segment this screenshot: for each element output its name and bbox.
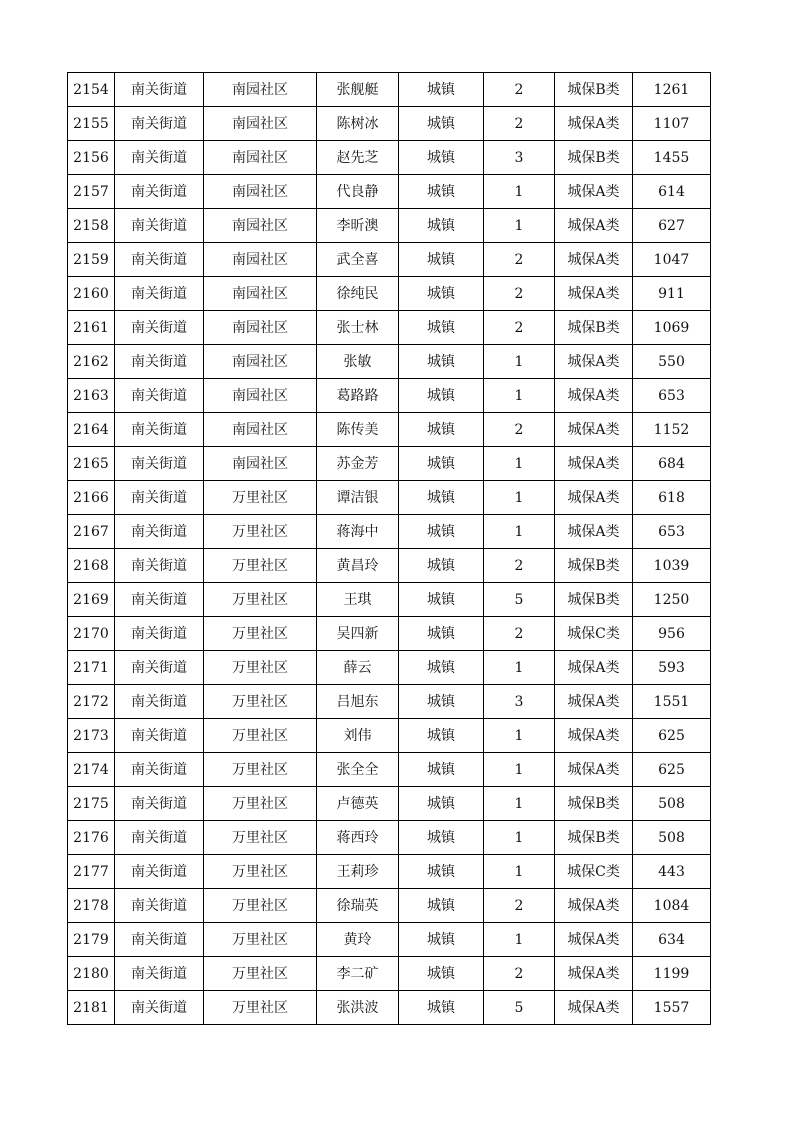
household-size-cell: 1 [484, 209, 555, 243]
row-number: 2172 [68, 685, 115, 719]
table-row [68, 787, 711, 821]
area-type-cell: 城镇 [399, 991, 484, 1025]
name-cell: 吕旭东 [317, 685, 399, 719]
community-cell: 万里社区 [204, 617, 317, 651]
street-cell: 南关街道 [115, 515, 204, 549]
table-row [68, 583, 711, 617]
category-cell: 城保B类 [555, 787, 633, 821]
name-cell: 薛云 [317, 651, 399, 685]
area-type-cell: 城镇 [399, 481, 484, 515]
area-type-cell: 城镇 [399, 957, 484, 991]
area-type-cell: 城镇 [399, 277, 484, 311]
household-size-cell: 2 [484, 957, 555, 991]
community-cell: 南园社区 [204, 175, 317, 209]
table-row [68, 481, 711, 515]
street-cell: 南关街道 [115, 549, 204, 583]
table-row [68, 957, 711, 991]
community-cell: 南园社区 [204, 379, 317, 413]
name-cell: 武全喜 [317, 243, 399, 277]
area-type-cell: 城镇 [399, 583, 484, 617]
name-cell: 张敏 [317, 345, 399, 379]
row-number: 2175 [68, 787, 115, 821]
street-cell: 南关街道 [115, 821, 204, 855]
category-cell: 城保A类 [555, 889, 633, 923]
area-type-cell: 城镇 [399, 311, 484, 345]
table-row [68, 107, 711, 141]
area-type-cell: 城镇 [399, 515, 484, 549]
name-cell: 李昕澳 [317, 209, 399, 243]
amount-cell: 614 [633, 175, 711, 209]
category-cell: 城保C类 [555, 617, 633, 651]
name-cell: 王琪 [317, 583, 399, 617]
community-cell: 南园社区 [204, 107, 317, 141]
community-cell: 万里社区 [204, 855, 317, 889]
category-cell: 城保B类 [555, 821, 633, 855]
community-cell: 万里社区 [204, 889, 317, 923]
category-cell: 城保A类 [555, 447, 633, 481]
amount-cell: 625 [633, 719, 711, 753]
area-type-cell: 城镇 [399, 651, 484, 685]
category-cell: 城保A类 [555, 379, 633, 413]
area-type-cell: 城镇 [399, 855, 484, 889]
row-number: 2163 [68, 379, 115, 413]
category-cell: 城保B类 [555, 141, 633, 175]
street-cell: 南关街道 [115, 923, 204, 957]
street-cell: 南关街道 [115, 719, 204, 753]
table-row [68, 855, 711, 889]
household-size-cell: 5 [484, 991, 555, 1025]
row-number: 2178 [68, 889, 115, 923]
amount-cell: 684 [633, 447, 711, 481]
category-cell: 城保C类 [555, 855, 633, 889]
category-cell: 城保A类 [555, 753, 633, 787]
household-size-cell: 2 [484, 277, 555, 311]
category-cell: 城保A类 [555, 209, 633, 243]
row-number: 2160 [68, 277, 115, 311]
category-cell: 城保A类 [555, 243, 633, 277]
table-row [68, 991, 711, 1025]
community-cell: 万里社区 [204, 991, 317, 1025]
name-cell: 蒋西玲 [317, 821, 399, 855]
table-row [68, 311, 711, 345]
name-cell: 葛路路 [317, 379, 399, 413]
community-cell: 南园社区 [204, 277, 317, 311]
amount-cell: 1039 [633, 549, 711, 583]
name-cell: 张全全 [317, 753, 399, 787]
area-type-cell: 城镇 [399, 923, 484, 957]
table-row [68, 753, 711, 787]
table-row [68, 243, 711, 277]
category-cell: 城保A类 [555, 515, 633, 549]
amount-cell: 1084 [633, 889, 711, 923]
street-cell: 南关街道 [115, 141, 204, 175]
category-cell: 城保A类 [555, 277, 633, 311]
household-size-cell: 1 [484, 481, 555, 515]
household-size-cell: 2 [484, 413, 555, 447]
row-number: 2170 [68, 617, 115, 651]
category-cell: 城保A类 [555, 175, 633, 209]
category-cell: 城保B类 [555, 311, 633, 345]
area-type-cell: 城镇 [399, 889, 484, 923]
row-number: 2169 [68, 583, 115, 617]
amount-cell: 625 [633, 753, 711, 787]
table-row [68, 549, 711, 583]
table-row [68, 719, 711, 753]
amount-cell: 1069 [633, 311, 711, 345]
area-type-cell: 城镇 [399, 413, 484, 447]
amount-cell: 1261 [633, 73, 711, 107]
amount-cell: 550 [633, 345, 711, 379]
category-cell: 城保B类 [555, 583, 633, 617]
row-number: 2167 [68, 515, 115, 549]
row-number: 2165 [68, 447, 115, 481]
household-size-cell: 1 [484, 787, 555, 821]
category-cell: 城保A类 [555, 685, 633, 719]
household-size-cell: 1 [484, 923, 555, 957]
street-cell: 南关街道 [115, 889, 204, 923]
name-cell: 赵先芝 [317, 141, 399, 175]
household-size-cell: 2 [484, 107, 555, 141]
community-cell: 万里社区 [204, 923, 317, 957]
name-cell: 陈传美 [317, 413, 399, 447]
household-size-cell: 3 [484, 685, 555, 719]
street-cell: 南关街道 [115, 413, 204, 447]
name-cell: 黄昌玲 [317, 549, 399, 583]
street-cell: 南关街道 [115, 379, 204, 413]
community-cell: 南园社区 [204, 209, 317, 243]
area-type-cell: 城镇 [399, 73, 484, 107]
street-cell: 南关街道 [115, 685, 204, 719]
household-size-cell: 1 [484, 379, 555, 413]
street-cell: 南关街道 [115, 787, 204, 821]
amount-cell: 653 [633, 379, 711, 413]
category-cell: 城保A类 [555, 107, 633, 141]
area-type-cell: 城镇 [399, 243, 484, 277]
household-size-cell: 2 [484, 73, 555, 107]
roster-body [68, 73, 711, 1025]
community-cell: 万里社区 [204, 481, 317, 515]
name-cell: 徐瑞英 [317, 889, 399, 923]
community-cell: 南园社区 [204, 413, 317, 447]
community-cell: 万里社区 [204, 753, 317, 787]
row-number: 2166 [68, 481, 115, 515]
household-size-cell: 2 [484, 311, 555, 345]
area-type-cell: 城镇 [399, 753, 484, 787]
name-cell: 张洪波 [317, 991, 399, 1025]
street-cell: 南关街道 [115, 447, 204, 481]
area-type-cell: 城镇 [399, 141, 484, 175]
row-number: 2177 [68, 855, 115, 889]
category-cell: 城保B类 [555, 73, 633, 107]
amount-cell: 508 [633, 787, 711, 821]
area-type-cell: 城镇 [399, 685, 484, 719]
table-row [68, 821, 711, 855]
table-row [68, 447, 711, 481]
area-type-cell: 城镇 [399, 719, 484, 753]
area-type-cell: 城镇 [399, 617, 484, 651]
amount-cell: 1551 [633, 685, 711, 719]
row-number: 2158 [68, 209, 115, 243]
community-cell: 万里社区 [204, 719, 317, 753]
row-number: 2176 [68, 821, 115, 855]
table-row [68, 175, 711, 209]
amount-cell: 508 [633, 821, 711, 855]
row-number: 2168 [68, 549, 115, 583]
row-number: 2180 [68, 957, 115, 991]
name-cell: 陈树冰 [317, 107, 399, 141]
household-size-cell: 1 [484, 175, 555, 209]
table-row [68, 345, 711, 379]
street-cell: 南关街道 [115, 73, 204, 107]
street-cell: 南关街道 [115, 481, 204, 515]
table-row [68, 73, 711, 107]
household-size-cell: 1 [484, 753, 555, 787]
street-cell: 南关街道 [115, 107, 204, 141]
amount-cell: 1199 [633, 957, 711, 991]
amount-cell: 627 [633, 209, 711, 243]
name-cell: 苏金芳 [317, 447, 399, 481]
amount-cell: 911 [633, 277, 711, 311]
category-cell: 城保A类 [555, 991, 633, 1025]
row-number: 2162 [68, 345, 115, 379]
name-cell: 张舰艇 [317, 73, 399, 107]
community-cell: 万里社区 [204, 787, 317, 821]
name-cell: 黄玲 [317, 923, 399, 957]
table-row [68, 685, 711, 719]
community-cell: 万里社区 [204, 685, 317, 719]
row-number: 2181 [68, 991, 115, 1025]
area-type-cell: 城镇 [399, 447, 484, 481]
row-number: 2164 [68, 413, 115, 447]
household-size-cell: 1 [484, 345, 555, 379]
street-cell: 南关街道 [115, 277, 204, 311]
community-cell: 南园社区 [204, 73, 317, 107]
name-cell: 蒋海中 [317, 515, 399, 549]
table-row [68, 515, 711, 549]
street-cell: 南关街道 [115, 583, 204, 617]
name-cell: 徐纯民 [317, 277, 399, 311]
household-size-cell: 1 [484, 447, 555, 481]
table-row [68, 923, 711, 957]
row-number: 2159 [68, 243, 115, 277]
street-cell: 南关街道 [115, 209, 204, 243]
area-type-cell: 城镇 [399, 209, 484, 243]
name-cell: 王莉珍 [317, 855, 399, 889]
street-cell: 南关街道 [115, 753, 204, 787]
row-number: 2173 [68, 719, 115, 753]
name-cell: 李二矿 [317, 957, 399, 991]
household-size-cell: 1 [484, 855, 555, 889]
household-size-cell: 5 [484, 583, 555, 617]
amount-cell: 1557 [633, 991, 711, 1025]
household-size-cell: 1 [484, 821, 555, 855]
amount-cell: 593 [633, 651, 711, 685]
table-row [68, 209, 711, 243]
category-cell: 城保A类 [555, 957, 633, 991]
category-cell: 城保A类 [555, 345, 633, 379]
area-type-cell: 城镇 [399, 107, 484, 141]
household-size-cell: 3 [484, 141, 555, 175]
row-number: 2171 [68, 651, 115, 685]
table-row [68, 889, 711, 923]
household-size-cell: 2 [484, 617, 555, 651]
community-cell: 万里社区 [204, 549, 317, 583]
street-cell: 南关街道 [115, 243, 204, 277]
row-number: 2157 [68, 175, 115, 209]
amount-cell: 1152 [633, 413, 711, 447]
table-row [68, 277, 711, 311]
community-cell: 万里社区 [204, 515, 317, 549]
amount-cell: 653 [633, 515, 711, 549]
category-cell: 城保A类 [555, 481, 633, 515]
name-cell: 谭洁银 [317, 481, 399, 515]
household-size-cell: 2 [484, 549, 555, 583]
table-row [68, 141, 711, 175]
community-cell: 万里社区 [204, 651, 317, 685]
street-cell: 南关街道 [115, 855, 204, 889]
street-cell: 南关街道 [115, 991, 204, 1025]
name-cell: 代良静 [317, 175, 399, 209]
category-cell: 城保A类 [555, 719, 633, 753]
table-row [68, 413, 711, 447]
category-cell: 城保A类 [555, 923, 633, 957]
row-number: 2179 [68, 923, 115, 957]
category-cell: 城保B类 [555, 549, 633, 583]
row-number: 2161 [68, 311, 115, 345]
row-number: 2155 [68, 107, 115, 141]
community-cell: 万里社区 [204, 821, 317, 855]
community-cell: 南园社区 [204, 311, 317, 345]
row-number: 2154 [68, 73, 115, 107]
amount-cell: 956 [633, 617, 711, 651]
category-cell: 城保A类 [555, 651, 633, 685]
street-cell: 南关街道 [115, 175, 204, 209]
street-cell: 南关街道 [115, 345, 204, 379]
row-number: 2156 [68, 141, 115, 175]
household-size-cell: 1 [484, 515, 555, 549]
street-cell: 南关街道 [115, 651, 204, 685]
name-cell: 吴四新 [317, 617, 399, 651]
area-type-cell: 城镇 [399, 549, 484, 583]
household-size-cell: 1 [484, 719, 555, 753]
amount-cell: 634 [633, 923, 711, 957]
area-type-cell: 城镇 [399, 175, 484, 209]
table-row [68, 651, 711, 685]
amount-cell: 618 [633, 481, 711, 515]
community-cell: 南园社区 [204, 141, 317, 175]
area-type-cell: 城镇 [399, 787, 484, 821]
area-type-cell: 城镇 [399, 345, 484, 379]
amount-cell: 1455 [633, 141, 711, 175]
table-row [68, 617, 711, 651]
name-cell: 卢德英 [317, 787, 399, 821]
street-cell: 南关街道 [115, 957, 204, 991]
amount-cell: 1047 [633, 243, 711, 277]
household-size-cell: 1 [484, 651, 555, 685]
roster-table [67, 72, 711, 1025]
table-row [68, 379, 711, 413]
household-size-cell: 2 [484, 889, 555, 923]
name-cell: 张士林 [317, 311, 399, 345]
area-type-cell: 城镇 [399, 821, 484, 855]
category-cell: 城保A类 [555, 413, 633, 447]
name-cell: 刘伟 [317, 719, 399, 753]
amount-cell: 1107 [633, 107, 711, 141]
community-cell: 万里社区 [204, 583, 317, 617]
amount-cell: 443 [633, 855, 711, 889]
community-cell: 南园社区 [204, 447, 317, 481]
amount-cell: 1250 [633, 583, 711, 617]
household-size-cell: 2 [484, 243, 555, 277]
street-cell: 南关街道 [115, 617, 204, 651]
community-cell: 南园社区 [204, 243, 317, 277]
row-number: 2174 [68, 753, 115, 787]
area-type-cell: 城镇 [399, 379, 484, 413]
street-cell: 南关街道 [115, 311, 204, 345]
community-cell: 南园社区 [204, 345, 317, 379]
community-cell: 万里社区 [204, 957, 317, 991]
